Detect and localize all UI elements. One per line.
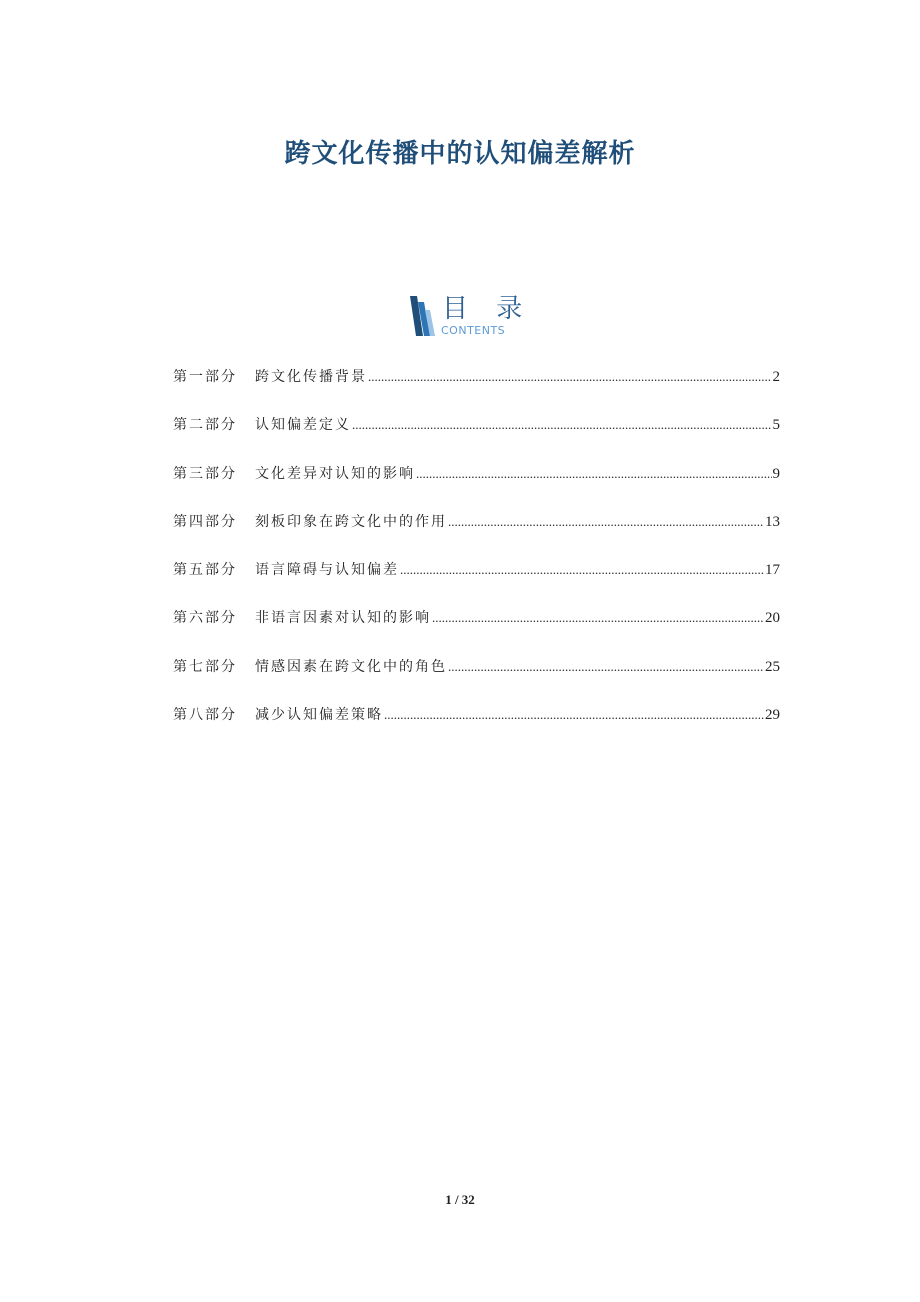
toc-entry-title: 刻板印象在跨文化中的作用: [255, 513, 447, 530]
toc-entry[interactable]: [173, 414, 780, 462]
toc-entry-part: 第五部分: [173, 562, 237, 579]
toc-heading: [406, 294, 533, 340]
toc-entry-title: 文化差异对认知的影响: [255, 465, 415, 482]
toc-list: [173, 366, 780, 752]
toc-dot-leader: [448, 511, 764, 533]
toc-dot-leader: [416, 463, 772, 485]
toc-dot-leader: [368, 366, 772, 388]
toc-entry-page: 29: [765, 707, 780, 724]
toc-entry-title: 情感因素在跨文化中的角色: [255, 658, 447, 675]
toc-entry-page: 5: [772, 417, 780, 434]
contents-bookmark-icon: [406, 296, 438, 338]
toc-entry[interactable]: [173, 366, 780, 414]
toc-entry-part: 第七部分: [173, 658, 237, 675]
page-number-indicator: 1 / 32: [445, 1192, 475, 1207]
toc-dot-leader: [448, 656, 764, 678]
toc-entry-page: 25: [765, 658, 780, 675]
toc-entry-title: 认知偏差定义: [255, 417, 351, 434]
toc-entry-part: 第一部分: [173, 369, 237, 385]
toc-entry-part: 第三部分: [173, 465, 237, 482]
toc-dot-leader: [400, 559, 764, 581]
toc-heading-english: CONTENTS: [441, 324, 506, 337]
toc-entry-part: 第二部分: [173, 417, 237, 434]
toc-dot-leader: [352, 414, 772, 436]
toc-entry-title: 减少认知偏差策略: [255, 707, 383, 724]
toc-entry[interactable]: [173, 704, 780, 752]
toc-entry-part: 第六部分: [173, 610, 237, 627]
toc-entry-title: 非语言因素对认知的影响: [255, 610, 431, 627]
document-title: 跨文化传播中的认知偏差解析: [284, 139, 636, 170]
toc-entry[interactable]: [173, 463, 780, 511]
toc-entry-page: 20: [765, 610, 780, 627]
toc-entry-part: 第八部分: [173, 707, 237, 724]
toc-entry[interactable]: [173, 511, 780, 559]
toc-entry-page: 9: [772, 465, 780, 482]
toc-dot-leader: [384, 704, 764, 726]
toc-entry[interactable]: [173, 656, 780, 704]
toc-entry-part: 第四部分: [173, 513, 237, 530]
toc-entry-title: 跨文化传播背景: [255, 369, 367, 385]
toc-entry[interactable]: [173, 607, 780, 655]
toc-entry-page: 13: [765, 513, 780, 530]
toc-entry-page: 17: [765, 562, 780, 579]
toc-heading-text: 目 录: [442, 294, 533, 324]
toc-entry-title: 语言障碍与认知偏差: [255, 562, 399, 579]
toc-entry-page: 2: [772, 369, 780, 385]
toc-dot-leader: [432, 607, 764, 629]
toc-entry[interactable]: [173, 559, 780, 607]
